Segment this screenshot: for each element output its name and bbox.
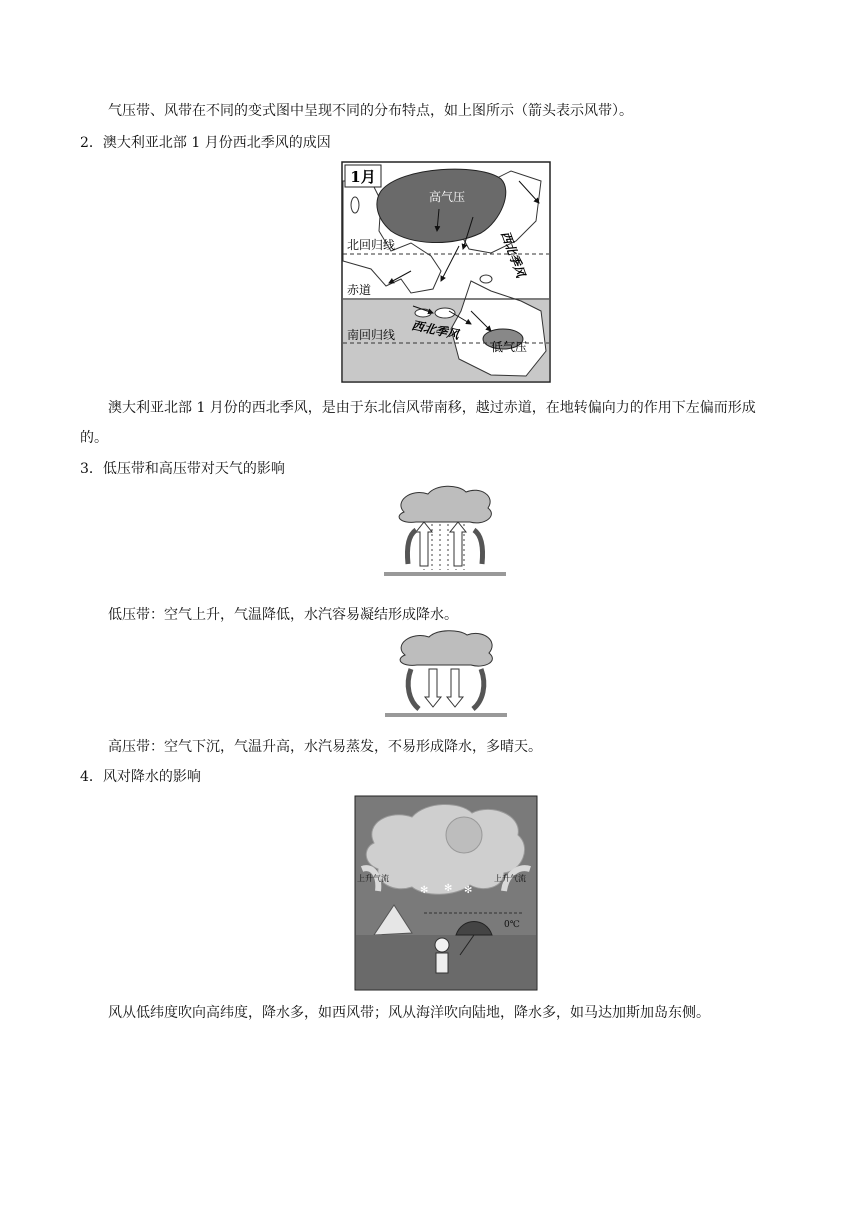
map-monsoon-label-east: 西北季风: [498, 229, 528, 280]
map-month-label: 1月: [350, 168, 376, 186]
heading-australia-monsoon: 2．澳大利亚北部 1 月份西北季风的成因: [80, 135, 331, 151]
svg-text:✻: ✻: [444, 883, 453, 894]
paragraph-low-pressure: 低压带：空气上升，气温降低，水汽容易凝结形成降水。: [108, 607, 458, 623]
paragraph-wind-rain: 风从低纬度吹向高纬度，降水多，如西风带；风从海洋吹向陆地，降水多，如马达加斯加岛东侧。: [108, 1005, 710, 1021]
map-equator-label: 赤道: [347, 283, 372, 297]
january-monsoon-map: [341, 161, 551, 383]
map-tropic-south-label: 南回归线: [347, 328, 396, 342]
high-pressure-diagram: [385, 629, 507, 721]
svg-text:✻: ✻: [464, 885, 473, 896]
rain-up-air-right-label: 上升气流: [494, 874, 526, 883]
paragraph-monsoon-cause: 澳大利亚北部 1 月份的西北季风，是由于东北信风带南移，越过赤道，在地转偏向力的作用下左偏而形成的。: [80, 400, 756, 446]
map-high-pressure-label: 高气压: [429, 190, 466, 204]
rain-up-air-left-label: 上升气流: [357, 874, 389, 883]
heading-pressure-belt-weather: 3．低压带和高压带对天气的影响: [80, 461, 285, 477]
wind-precipitation-diagram: [354, 795, 538, 991]
rain-zero-degree-label: 0℃: [504, 920, 520, 930]
low-pressure-diagram: [384, 484, 506, 580]
svg-text:✻: ✻: [420, 885, 429, 896]
paragraph-high-pressure: 高压带：空气下沉，气温升高，水汽易蒸发，不易形成降水，多晴天。: [108, 739, 542, 755]
heading-wind-precipitation: 4．风对降水的影响: [80, 769, 201, 785]
map-low-pressure-label: 低气压: [491, 340, 528, 354]
map-monsoon-label-south: 西北季风: [410, 318, 461, 342]
paragraph-belt-variants: 气压带、风带在不同的变式图中呈现不同的分布特点，如上图所示（箭头表示风带）。: [108, 103, 633, 119]
map-tropic-north-label: 北回归线: [347, 238, 396, 252]
